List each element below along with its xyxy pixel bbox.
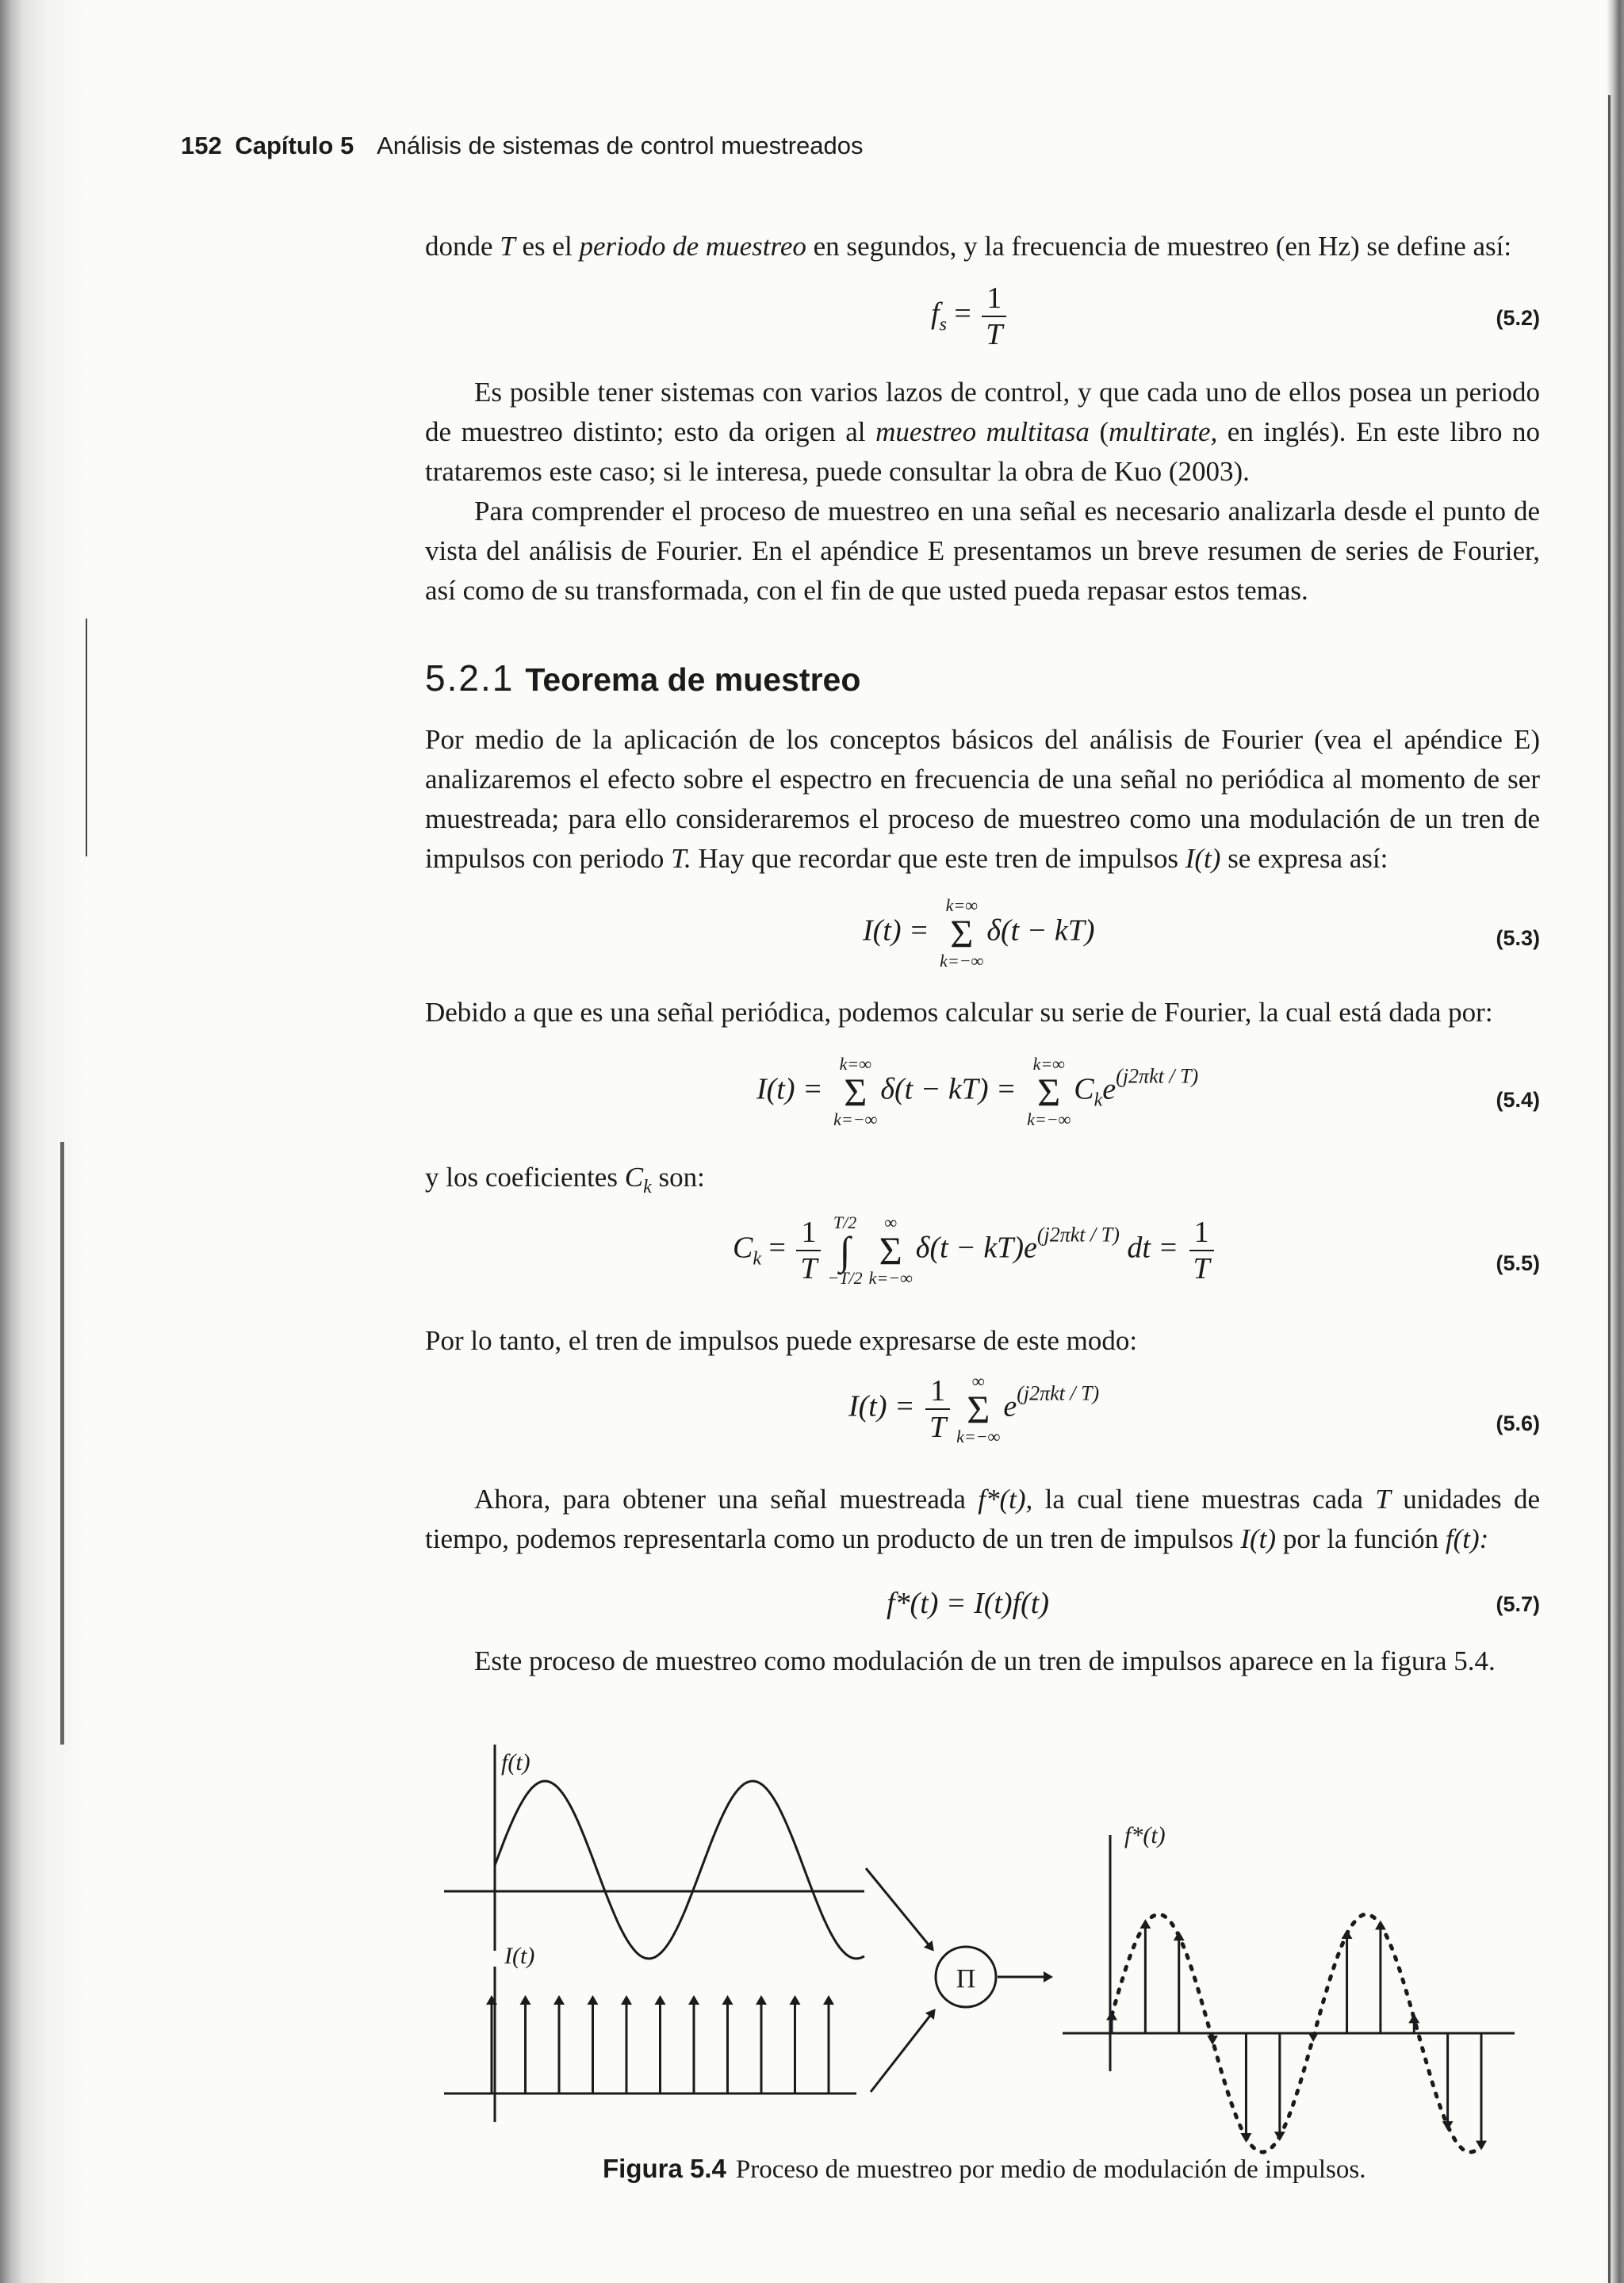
- equation-5-3: I(t) = k=∞ Σ k=−∞ δ(t − kT) (5.3): [863, 895, 1540, 971]
- section-title: Teorema de muestreo: [525, 661, 861, 698]
- figure-caption-text: Proceso de muestreo por medio de modulación de impulsos.: [735, 2155, 1366, 2184]
- equation-5-5: $C_k$ = $\frac{1}{T}$ T/2 ∫ −T/2 ∞ Σ k=−∞ $\delta(t - kT)e^{(j2\pi kt / T)}$ dt = $\frac{1}{T}$ (5.5): [733, 1212, 1540, 1288]
- label-it: I(t): [504, 1943, 535, 1969]
- continuous-signal-curve: [495, 1781, 864, 1959]
- paragraph-multirate: Es posible tener sistemas con varios lazos de control, y que cada uno de ellos posea un periodo de muestreo distinto; esto da origen al muestreo multitasa (multirate, en inglés). En este libro no trataremos este caso; si le interesa, puede consultar la obra de Kuo (2003). Para comprender el proceso de muestreo en una señal es necesario analizarla desde el punto de vista del análisis de Fourier. En el apéndice E presentamos un breve resumen de series de Fourier, así como de su transformada, con el fin de que usted pueda repasar estos temas.: [425, 377, 1541, 606]
- intro-paragraph: donde T es el periodo de muestreo en segundos, y la frecuencia de muestreo (en Hz) se define así:: [425, 231, 1512, 262]
- paragraph-fourier-series: Debido a que es una señal periódica, podemos calcular su serie de Fourier, la cual está dada por:: [425, 997, 1493, 1028]
- paragraph-impulse-train: Por lo tanto, el tren de impulsos puede expresarse de este modo:: [425, 1325, 1138, 1356]
- label-ft: f(t): [501, 1749, 530, 1775]
- equation-5-4: I(t) = k=∞ Σ k=−∞ δ(t − kT) = k=∞ Σ k=−∞ $C_ke^{(j2\pi kt / T)}$ (5.4): [756, 1054, 1540, 1129]
- paragraph-sampled-signal: Ahora, para obtener una señal muestreada f*(t), la cual tiene muestras cada T unidades de tiempo, podemos representarla como un producto de un tren de impulsos I(t) por la función f(t):: [425, 1484, 1541, 1554]
- paragraph-sampling-intro: Por medio de la aplicación de los conceptos básicos del análisis de Fourier (vea el apéndice E) analizaremos el efecto sobre el espectro en frecuencia de una señal no periódica al momento de ser muestreada; para ello consideraremos el proceso de muestreo como una modulación de un tren de impulsos con periodo T. Hay que recordar que este tren de impulsos I(t) se expresa así:: [425, 724, 1540, 874]
- label-fstar: f*(t): [1124, 1822, 1166, 1848]
- impulse-train: [492, 2000, 829, 2093]
- equation-5-6: I(t) = $\frac{1}{T}$ ∞ Σ k=−∞ $e^{(j2\pi kt / T)}$ (5.6): [848, 1371, 1540, 1446]
- page-number: 152: [181, 132, 222, 159]
- arrow-it-to-multiplier: [871, 2013, 933, 2092]
- paragraph-figure-reference: Este proceso de muestreo como modulación de un tren de impulsos aparece en la figura 5.4.: [474, 1645, 1496, 1676]
- sampled-impulses: [1112, 1924, 1481, 2145]
- paragraph-coefficients: y los coeficientes $C_k$ son:: [425, 1162, 705, 1197]
- equation-5-7: f*(t) = I(t)f(t) (5.7): [887, 1587, 1540, 1620]
- multiplier-symbol: Π: [956, 1964, 976, 1994]
- chapter-title: Análisis de sistemas de control muestreados: [377, 132, 864, 159]
- figure-caption: [603, 2154, 1366, 2185]
- figure-label: Figura 5.4: [603, 2154, 726, 2183]
- equation-5-2: $f_s$ = $\frac{1}{T}$ (5.2): [931, 282, 1540, 351]
- arrow-ft-to-multiplier: [866, 1868, 931, 1948]
- section-number: 5.2.1: [425, 657, 515, 699]
- chapter-label: Capítulo 5: [235, 132, 354, 159]
